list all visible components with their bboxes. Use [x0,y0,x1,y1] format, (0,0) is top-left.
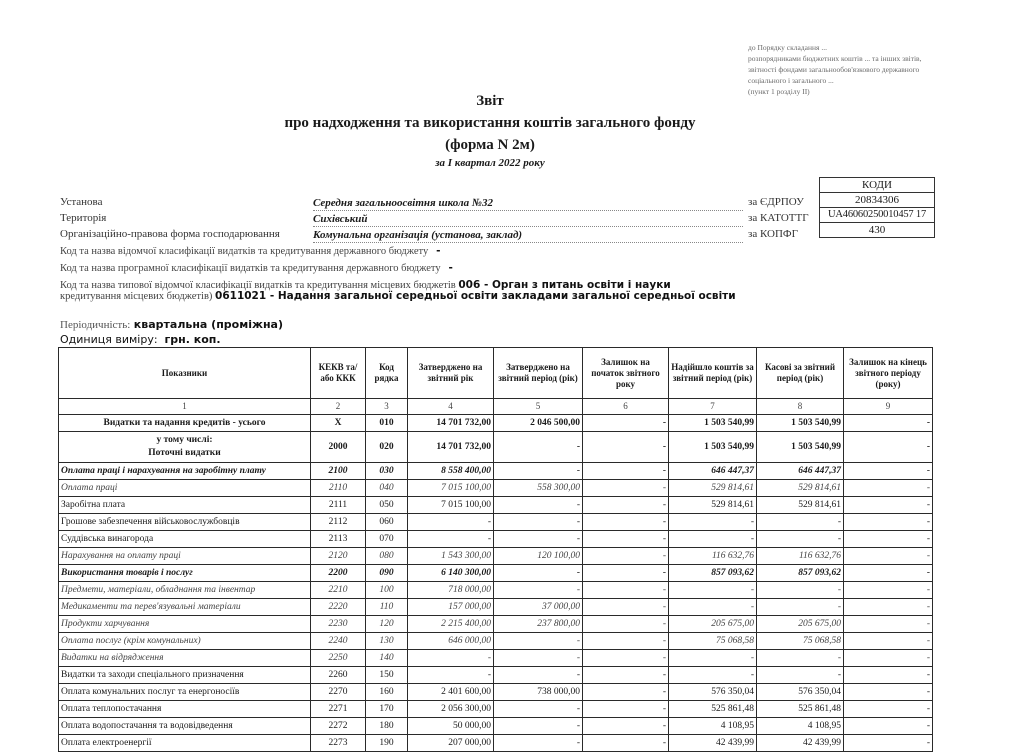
row-cash: 576 350,04 [757,684,844,701]
row-name: Видатки та надання кредитів - усього [59,415,311,432]
row-kekv: 2272 [311,718,366,735]
row-cash: - [757,514,844,531]
row-received: - [669,514,757,531]
row-approved-period: - [494,463,583,480]
kopfg-value: 430 [820,223,935,238]
report-title [0,90,980,170]
row-approved-period: - [494,718,583,735]
row-name: Предмети, матеріали, обладнання та інвентар [59,582,311,599]
row-approved-year: 14 701 732,00 [408,415,494,432]
row-name: Оплата теплопостачання [59,701,311,718]
row-approved-period: - [494,735,583,752]
table-header-row [59,348,933,399]
row-balance-end: - [844,735,933,752]
col-header-indicators: Показники [59,348,311,399]
row-balance-end: - [844,701,933,718]
col-header-row-code: Код рядка [366,348,408,399]
table-row [59,633,933,650]
row-approved-period: 37 000,00 [494,599,583,616]
row-balance-end: - [844,718,933,735]
row-approved-period: 738 000,00 [494,684,583,701]
note-line: до Порядку складання ... [748,43,827,52]
row-cash: - [757,667,844,684]
row-name: Оплата праці і нарахування на заробітну плату [59,463,311,480]
row-balance-end: - [844,514,933,531]
row-cash: - [757,531,844,548]
table-row [59,531,933,548]
note-line: (пункт 1 розділу II) [748,87,810,96]
institution-label: Установа [60,196,103,208]
row-approved-year: 8 558 400,00 [408,463,494,480]
local-budget-classification-value: 0611021 - Надання загальної середньої освіти закладами загальної середньої освіти [215,290,736,302]
row-approved-year: 2 215 400,00 [408,616,494,633]
row-received: 576 350,04 [669,684,757,701]
row-code: 180 [366,718,408,735]
table-row [59,735,933,752]
row-approved-period: - [494,432,583,463]
row-approved-period: - [494,514,583,531]
row-balance-start: - [583,667,669,684]
row-approved-period: 237 800,00 [494,616,583,633]
table-row [59,548,933,565]
row-approved-year: 6 140 300,00 [408,565,494,582]
row-approved-period: 558 300,00 [494,480,583,497]
legal-form-label: Організаційно-правова форма господарювання [60,228,280,240]
row-cash: 205 675,00 [757,616,844,633]
typical-classification-label: Код та назва типової відомчої класифікації видатків та кредитування місцевих бюджетів [60,280,456,291]
row-approved-year: 157 000,00 [408,599,494,616]
row-cash: 1 503 540,99 [757,415,844,432]
row-balance-end: - [844,548,933,565]
row-kekv: 2111 [311,497,366,514]
row-name: Використання товарів і послуг [59,565,311,582]
row-balance-end: - [844,684,933,701]
table-row [59,667,933,684]
row-balance-start: - [583,599,669,616]
kopfg-label: за КОПФГ [748,228,798,240]
row-approved-year: - [408,650,494,667]
title-line-1: Звіт [476,93,504,109]
row-name: Видатки на відрядження [59,650,311,667]
row-balance-start: - [583,548,669,565]
col-header-approved-period: Затверджено на звітний період (рік) [494,348,583,399]
row-kekv: 2260 [311,667,366,684]
unit-label: Одиниця виміру: [60,333,158,346]
institution-value: Середня загальноосвітня школа №32 [313,196,743,211]
row-kekv: 2210 [311,582,366,599]
row-approved-year: 646 000,00 [408,633,494,650]
row-balance-start: - [583,497,669,514]
row-received: 4 108,95 [669,718,757,735]
row-received: 42 439,99 [669,735,757,752]
row-kekv: 2240 [311,633,366,650]
row-received: - [669,531,757,548]
row-received: 1 503 540,99 [669,432,757,463]
row-cash: - [757,650,844,667]
edrpou-label: за ЄДРПОУ [748,196,804,208]
codes-header: КОДИ [820,178,935,193]
row-kekv: 2110 [311,480,366,497]
row-name: Оплата електроенергії [59,735,311,752]
row-cash: 529 814,61 [757,480,844,497]
row-received: 529 814,61 [669,480,757,497]
row-balance-start: - [583,684,669,701]
row-name: Оплата послуг (крім комунальних) [59,633,311,650]
row-name-prefix: у тому числі: [156,435,213,445]
row-cash: 4 108,95 [757,718,844,735]
territory-value: Сихівський [313,212,743,227]
row-cash: 857 093,62 [757,565,844,582]
row-code: 110 [366,599,408,616]
row-balance-start: - [583,463,669,480]
row-approved-period: - [494,650,583,667]
row-balance-start: - [583,514,669,531]
unit-value: грн. коп. [164,333,221,346]
row-received: - [669,599,757,616]
row-code: 140 [366,650,408,667]
row-balance-end: - [844,650,933,667]
col-number: 2 [311,399,366,415]
row-kekv: 2100 [311,463,366,480]
periodicity-line [60,318,283,331]
col-header-received: Надійшло коштів за звітний період (рік) [669,348,757,399]
row-approved-year: 718 000,00 [408,582,494,599]
periodicity-label: Періодичність: [60,319,131,331]
row-balance-start: - [583,650,669,667]
title-line-2: про надходження та використання коштів загального фонду [284,115,696,131]
row-cash: 646 447,37 [757,463,844,480]
row-name: Оплата комунальних послуг та енергоносіїв [59,684,311,701]
row-name [59,432,311,463]
row-name: Грошове забезпечення військовослужбовців [59,514,311,531]
row-approved-year: 7 015 100,00 [408,497,494,514]
row-approved-period: - [494,565,583,582]
program-classification-value: - [448,262,453,274]
table-row [59,514,933,531]
row-cash: 75 068,58 [757,633,844,650]
row-balance-end: - [844,415,933,432]
row-kekv: 2200 [311,565,366,582]
row-code: 030 [366,463,408,480]
row-received: - [669,582,757,599]
unit-line [60,333,221,346]
col-number: 3 [366,399,408,415]
note-line: розпорядниками бюджетних коштів ... та інших звітів, [748,54,922,63]
row-balance-start: - [583,432,669,463]
column-number-row [59,399,933,415]
row-received: 646 447,37 [669,463,757,480]
col-number: 6 [583,399,669,415]
col-number: 4 [408,399,494,415]
col-header-balance-end: Залишок на кінець звітного періоду (року) [844,348,933,399]
col-header-kekv: КЕКВ та/або ККК [311,348,366,399]
col-number: 9 [844,399,933,415]
row-kekv: 2120 [311,548,366,565]
row-approved-period: 2 046 500,00 [494,415,583,432]
row-approved-year: 7 015 100,00 [408,480,494,497]
row-approved-year: 2 056 300,00 [408,701,494,718]
row-kekv: X [311,415,366,432]
row-approved-period: - [494,531,583,548]
row-kekv: 2270 [311,684,366,701]
row-balance-start: - [583,616,669,633]
row-balance-start: - [583,415,669,432]
row-approved-year: 2 401 600,00 [408,684,494,701]
row-kekv: 2000 [311,432,366,463]
row-cash: 529 814,61 [757,497,844,514]
row-code: 070 [366,531,408,548]
row-kekv: 2230 [311,616,366,633]
table-row [59,718,933,735]
row-kekv: 2271 [311,701,366,718]
table-row [59,701,933,718]
row-balance-end: - [844,497,933,514]
row-approved-period: - [494,633,583,650]
row-cash: 42 439,99 [757,735,844,752]
col-number: 8 [757,399,844,415]
row-balance-start: - [583,582,669,599]
table-row [59,432,933,463]
row-received: 857 093,62 [669,565,757,582]
row-received: 205 675,00 [669,616,757,633]
row-cash: - [757,599,844,616]
row-approved-period: - [494,667,583,684]
row-code: 020 [366,432,408,463]
form-reference-note [748,42,938,97]
departmental-classification-label: Код та назва відомчої класифікації видатків та кредитування державного бюджету [60,246,429,257]
note-line: соціального і загального ... [748,76,834,85]
row-name: Продукти харчування [59,616,311,633]
row-code: 100 [366,582,408,599]
table-row [59,684,933,701]
row-received: 1 503 540,99 [669,415,757,432]
row-approved-period: - [494,497,583,514]
col-number: 5 [494,399,583,415]
title-period: за I квартал 2022 року [435,157,545,169]
row-approved-year: - [408,531,494,548]
table-row [59,599,933,616]
local-budget-classification-label: кредитування місцевих бюджетів) [60,291,213,302]
table-row [59,480,933,497]
row-balance-start: - [583,735,669,752]
row-approved-year: 1 543 300,00 [408,548,494,565]
expenditure-table [58,347,933,752]
periodicity-value: квартальна (проміжна) [133,318,284,331]
row-name: Заробітна плата [59,497,311,514]
row-approved-year: 14 701 732,00 [408,432,494,463]
row-approved-year: 50 000,00 [408,718,494,735]
row-balance-start: - [583,718,669,735]
row-kekv: 2273 [311,735,366,752]
row-name: Медикаменти та перев'язувальні матеріали [59,599,311,616]
row-name: Нарахування на оплату праці [59,548,311,565]
row-balance-end: - [844,565,933,582]
row-code: 190 [366,735,408,752]
col-number: 1 [59,399,311,415]
row-code: 150 [366,667,408,684]
table-row [59,582,933,599]
legal-form-value: Комунальна організація (установа, заклад) [313,228,743,243]
katottg-value: UA46060250010457 17 [820,208,935,223]
col-header-approved-year: Затверджено на звітний рік [408,348,494,399]
row-name: Видатки та заходи спеціального призначення [59,667,311,684]
row-balance-end: - [844,599,933,616]
row-received: 75 068,58 [669,633,757,650]
row-balance-end: - [844,480,933,497]
row-code: 010 [366,415,408,432]
program-classification-label: Код та назва програмної класифікації видатків та кредитування державного бюджету [60,263,441,274]
row-kekv: 2250 [311,650,366,667]
row-balance-end: - [844,531,933,548]
col-number: 7 [669,399,757,415]
title-form-number: (форма N 2м) [445,137,535,153]
note-line: звітності фондами загальнообов'язкового державного [748,65,920,74]
row-received: 116 632,76 [669,548,757,565]
row-code: 160 [366,684,408,701]
row-name: Суддівська винагорода [59,531,311,548]
row-balance-end: - [844,463,933,480]
row-cash: 1 503 540,99 [757,432,844,463]
row-cash: 116 632,76 [757,548,844,565]
territory-label: Територія [60,212,107,224]
row-balance-start: - [583,633,669,650]
row-code: 040 [366,480,408,497]
row-balance-end: - [844,633,933,650]
row-approved-period: 120 100,00 [494,548,583,565]
row-approved-year: - [408,667,494,684]
row-balance-end: - [844,432,933,463]
row-code: 050 [366,497,408,514]
row-name: Оплата праці [59,480,311,497]
katottg-label: за КАТОТТГ [748,212,809,224]
table-row [59,463,933,480]
row-approved-year: - [408,514,494,531]
row-balance-start: - [583,565,669,582]
row-cash: - [757,582,844,599]
typical-classification-value: 006 - Орган з питань освіти і науки [458,279,671,291]
row-approved-period: - [494,582,583,599]
table-row [59,616,933,633]
program-classification-line [60,262,453,274]
row-approved-year: 207 000,00 [408,735,494,752]
row-code: 130 [366,633,408,650]
row-kekv: 2220 [311,599,366,616]
row-balance-end: - [844,582,933,599]
row-balance-start: - [583,531,669,548]
row-balance-start: - [583,480,669,497]
row-approved-period: - [494,701,583,718]
table-row [59,650,933,667]
table-row [59,415,933,432]
col-header-cash: Касові за звітний період (рік) [757,348,844,399]
row-received: - [669,667,757,684]
row-name-main: Поточні видатки [148,448,221,458]
row-code: 080 [366,548,408,565]
row-name: Оплата водопостачання та водовідведення [59,718,311,735]
departmental-classification-line [60,245,440,257]
row-balance-end: - [844,616,933,633]
edrpou-value: 20834306 [820,193,935,208]
row-received: 529 814,61 [669,497,757,514]
departmental-classification-value: - [436,245,441,257]
local-budget-classification-line [60,290,736,302]
row-received: - [669,650,757,667]
row-cash: 525 861,48 [757,701,844,718]
codes-table [819,177,935,238]
col-header-balance-start: Залишок на початок звітного року [583,348,669,399]
row-code: 170 [366,701,408,718]
table-row [59,565,933,582]
row-code: 060 [366,514,408,531]
table-row [59,497,933,514]
row-kekv: 2113 [311,531,366,548]
row-code: 120 [366,616,408,633]
row-balance-end: - [844,667,933,684]
row-received: 525 861,48 [669,701,757,718]
row-balance-start: - [583,701,669,718]
row-kekv: 2112 [311,514,366,531]
row-code: 090 [366,565,408,582]
